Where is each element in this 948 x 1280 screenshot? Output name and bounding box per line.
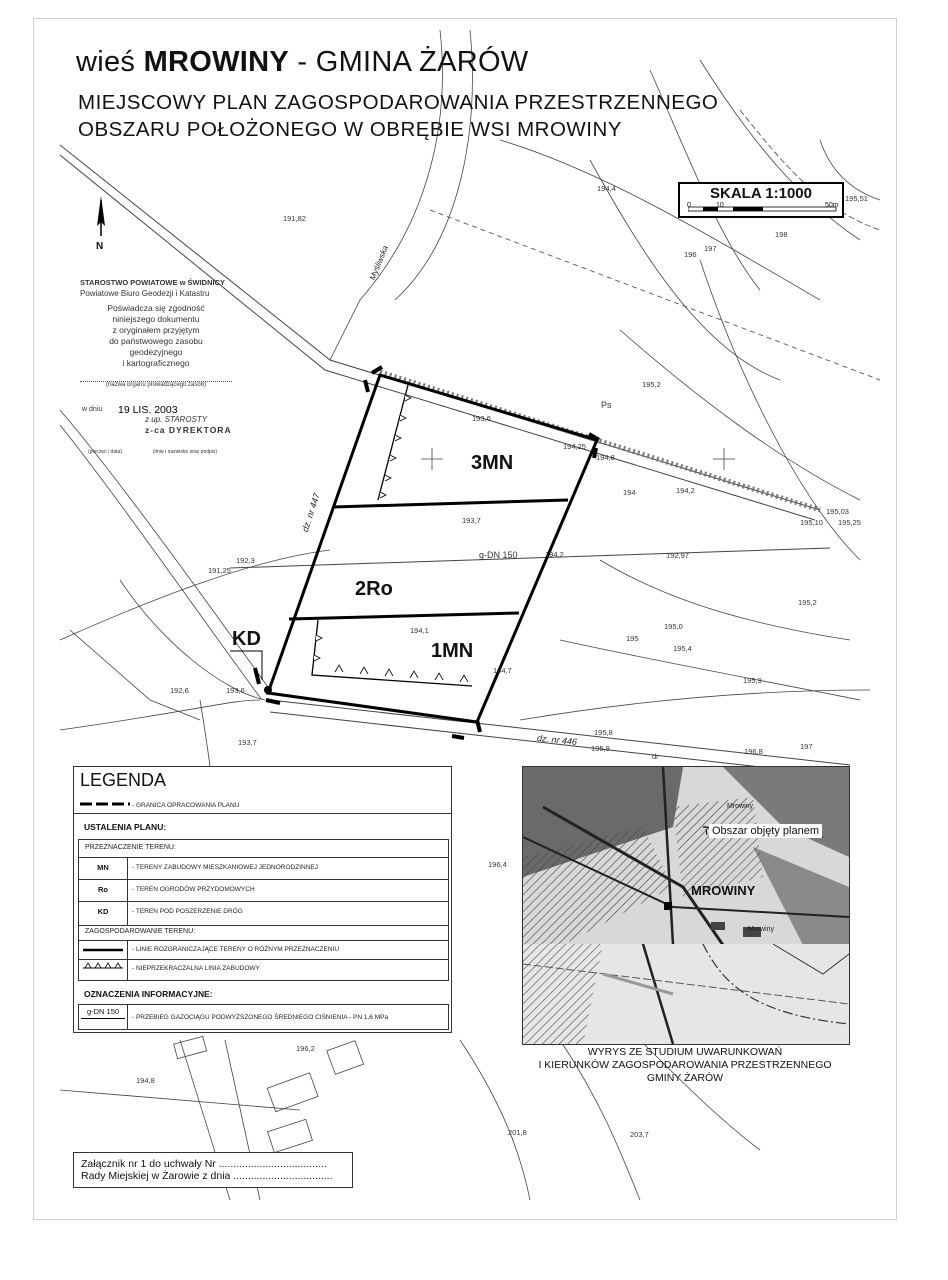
boundary-symbol (80, 801, 130, 807)
inset-area-label: Obszar objęty planem (709, 824, 822, 838)
zone-label-3mn: 3MN (471, 452, 514, 474)
purpose-code: Ro (98, 885, 108, 894)
height-label: 194,8 (596, 453, 615, 462)
development-box (78, 924, 449, 981)
inset-caption-line: I KIERUNKÓW ZAGOSPODAROWANIA PRZESTRZENNEGO (538, 1059, 832, 1071)
height-label: 194,25 (563, 442, 586, 451)
road-label-447: dz. nr 447 (300, 491, 322, 534)
road-type-label: dr (652, 752, 659, 761)
stamp-line: i kartograficznego (122, 358, 190, 368)
purpose-code: MN (97, 863, 109, 872)
inset-village-label: MROWINY (691, 883, 756, 898)
stamp-line: niniejszego dokumentu (112, 314, 200, 324)
height-label: 196,8 (744, 747, 763, 756)
stamp-date: 19 LIS. 2003 (118, 404, 178, 416)
gas-line-label: g-DN 150 (479, 550, 518, 560)
development-desc: - NIEPRZEKRACZALNA LINIA ZABUDOWY (132, 965, 260, 972)
inset-caption (522, 1046, 848, 1085)
stamp-line: do państwowego zasobu (109, 336, 203, 346)
height-label: 196,4 (488, 860, 507, 869)
inset-caption-line: WYRYS ZE STUDIUM UWARUNKOWAŃ (587, 1046, 783, 1058)
stamp-authority-note: (nazwa organu prowadzącego zasób) (80, 381, 232, 388)
height-label: 195,4 (673, 644, 692, 653)
legend-settlements-header: USTALENIA PLANU: (84, 822, 167, 832)
height-label: 203,7 (630, 1130, 649, 1139)
title-village-prefix: wieś (76, 46, 136, 78)
subtitle-line-2: OBSZARU POŁOŻONEGO W OBRĘBIE WSI MROWINY (78, 118, 622, 141)
height-label: 195,10 (800, 518, 823, 527)
zone-label-2ro: 2Ro (355, 578, 393, 600)
height-label: 195,51 (845, 194, 868, 203)
purpose-desc: - TERENY ZABUDOWY MIESZKANIOWEJ JEDNORODZINNEJ (132, 864, 318, 871)
stamp-footer-right: (imię i nazwisko oraz podpis) (152, 449, 218, 455)
resolution-note (73, 1152, 353, 1188)
zone-label-1mn: 1MN (431, 640, 474, 662)
stamp-line: STAROSTWO POWIATOWE w ŚWIDNICY (80, 278, 225, 287)
legend-panel (73, 766, 452, 1033)
height-label: 195,2 (798, 598, 817, 607)
north-label: N (96, 241, 104, 252)
legend-boundary-label: - GRANICA OPRACOWANIA PLANU (132, 802, 240, 809)
height-label: 195,9 (591, 744, 610, 753)
stamp-signature-role: z-ca DYREKTORA (145, 425, 232, 435)
info-desc: - PRZEBIEG GAZOCIĄGU PODWYŻSZONEGO ŚREDNIEGO CIŚNIENIA - PN 1,6 MPa (132, 1014, 389, 1021)
height-label: 192,97 (666, 551, 689, 560)
inset-caption-line: GMINY ŻARÓW (646, 1072, 724, 1084)
inset-small-label: Mrowiny (727, 803, 754, 810)
road-label-446: dz. nr 446 (536, 732, 578, 748)
height-label: 192,3 (236, 556, 255, 565)
page-title (76, 46, 528, 79)
info-box (78, 1004, 449, 1030)
height-label: 191,82 (283, 214, 306, 223)
height-label: 195,03 (826, 507, 849, 516)
height-label: 194,4 (597, 184, 616, 193)
note-line-2: Rady Miejskiej w Żarowie z dnia .................................. (81, 1170, 333, 1182)
scale-box (678, 182, 844, 218)
title-village: MROWINY (143, 46, 290, 78)
height-label: 193,6 (472, 414, 491, 423)
height-label: 194 (623, 488, 636, 497)
inset-map-lower (522, 926, 850, 1045)
height-label: 195,2 (642, 380, 661, 389)
height-label: 195,8 (594, 728, 613, 737)
inset-map (522, 766, 850, 946)
road-label-mysliwska: Myśliwska (368, 244, 391, 282)
legend-info-header: OZNACZENIA INFORMACYJNE: (84, 989, 213, 999)
scale-label: SKALA 1:1000 (710, 185, 812, 202)
purpose-desc: - TEREN OGRODÓW PRZYDOMOWYCH (132, 886, 255, 893)
height-label: 194,8 (136, 1076, 155, 1085)
building-line-north (378, 385, 408, 500)
purpose-header: PRZEZNACZENIE TERENU: (85, 844, 176, 851)
parcel-label: Ps (601, 400, 612, 410)
stamp-signature-title: z up. STAROSTY (145, 415, 208, 424)
certification-stamp (80, 278, 232, 463)
height-label: 201,8 (508, 1128, 527, 1137)
height-label: 196 (684, 250, 697, 259)
purpose-desc: - TEREN POD POSZERZENIE DRÓG (132, 908, 243, 915)
stamp-line: Poświadcza się zgodność (107, 303, 205, 313)
stamp-date-prefix: w dniu (82, 406, 103, 413)
stamp-line: geodezyjnego (129, 347, 183, 357)
scale-tick-10: 10 (716, 202, 724, 209)
height-label: 191,25 (208, 566, 231, 575)
height-label: 198 (775, 230, 788, 239)
north-arrow-icon (97, 196, 105, 236)
zone-label-kd: KD (232, 628, 261, 650)
height-label: 195,9 (743, 676, 762, 685)
height-label: 193,7 (238, 738, 257, 747)
height-label: 194,2 (545, 550, 564, 559)
height-label: 193,6 (226, 686, 245, 695)
height-label: 192,6 (170, 686, 189, 695)
height-label: 195,25 (838, 518, 861, 527)
development-header: ZAGOSPODAROWANIE TERENU: (85, 928, 196, 935)
purpose-code: KD (97, 907, 109, 916)
height-label: 194,1 (410, 626, 429, 635)
stamp-footer-left: (pieczęć i data) (88, 449, 122, 455)
height-label: 196,2 (296, 1044, 315, 1053)
scale-tick-0: 0 (687, 202, 691, 209)
stamp-line: z oryginałem przyjętym (112, 325, 200, 335)
info-code: g-DN 150 (86, 1007, 120, 1016)
development-desc: - LINIE ROZGRANICZAJĄCE TERENY O RÓŻNYM PRZEZNACZENIU (132, 946, 340, 953)
scale-bar (688, 204, 838, 214)
legend-title: LEGENDA (80, 770, 167, 790)
subtitle-line-1: MIEJSCOWY PLAN ZAGOSPODAROWANIA PRZESTRZENNEGO (78, 91, 719, 114)
inset-small-label: Mrowiny (748, 926, 775, 933)
height-label: 194,2 (676, 486, 695, 495)
height-label: 195,0 (664, 622, 683, 631)
height-label: 195 (626, 634, 639, 643)
height-label: 194,7 (493, 666, 512, 675)
height-label: 197 (704, 244, 717, 253)
note-line-1: Załącznik nr 1 do uchwały Nr ..................................... (81, 1158, 327, 1170)
title-commune: GMINA ŻARÓW (315, 46, 529, 78)
purpose-box (78, 839, 449, 926)
height-label: 197 (800, 742, 813, 751)
scale-tick-50: 50m (825, 202, 839, 209)
height-label: 193,7 (462, 516, 481, 525)
title-separator: - (289, 46, 316, 78)
stamp-line: Powiatowe Biuro Geodezji i Katastru (80, 289, 210, 298)
